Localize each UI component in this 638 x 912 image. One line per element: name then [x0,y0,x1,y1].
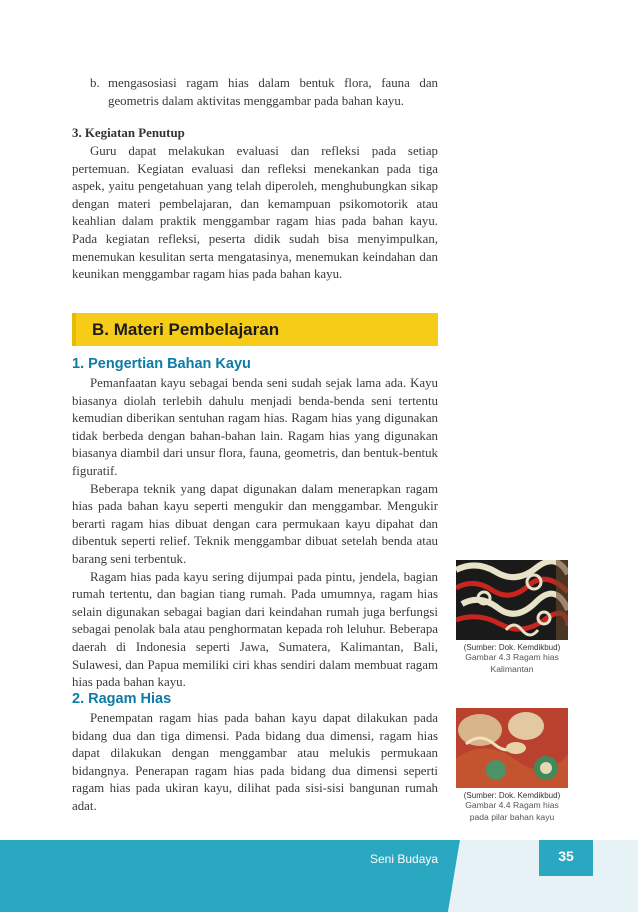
section-ragam-hias [72,691,438,816]
figure-pilar [456,708,568,823]
heading-bahan-kayu: 1. Pengertian Bahan Kayu [72,356,251,372]
page-number-box [539,840,593,876]
list-item-b [90,75,438,110]
page-number: 35 [558,848,574,864]
figure-caption: Gambar 4.3 Ragam hias Kalimantan [465,652,559,674]
section-title: B. Materi Pembelajaran [92,320,280,339]
list-label: b. [90,76,100,90]
figure-source: (Sumber: Dok. Kemdikbud) [463,643,561,652]
paragraph: Ragam hias pada kayu sering dijumpai pada pintu, jendela, bagian rumah tertentu, dan bagian tiang rumah. Pada umumnya, ragam hias selain digunakan sebagai bagian dari keindahan rumah juga berfungsi sebagai penolak bala atau penghormatan kepada roh leluhur. Beberapa daerah di Indonesia seperti Jawa, Sumatera, Kalimantan, Bali, Sulawesi, dan Papua memiliki ciri khas sendiri dalam membuat ragam hias pada bahan kayu. [72,569,438,690]
figure-source: (Sumber: Dok. Kemdikbud) [463,791,561,800]
section-penutup [72,126,438,284]
figure-kalimantan [456,560,568,675]
paragraph: Pemanfaatan kayu sebagai benda seni sudah sejak lama ada. Kayu biasanya diolah terlebih dahulu menjadi benda-benda seni tertentu kemudian diberikan sentuhan ragam hias. Ragam hias yang digunakan tidak berbeda dengan bahan-bahan lain. Ragam hias yang digunakan biasanya diambil dari unsur flora, fauna, geometris, dan bentuk-bentuk figuratif. [72,376,438,478]
section-banner [72,313,438,346]
paragraph-penutup: Guru dapat melakukan evaluasi dan refleksi pada setiap pertemuan. Kegiatan evaluasi dan refleksi menekankan pada tiga aspek, yaitu pengetahuan yang telah diperoleh, menghubungkan sikap dengan materi pembelajaran, dan kemampuan psikomotorik atau keahlian dalam praktik menggambar ragam hias pada bahan kayu. Pada kegiatan refleksi, peserta didik sudah bisa menyimpulkan, menemukan kesulitan serta mengatasinya, menemukan keindahan dan keunikan menggambar ragam hias pada bahan kayu. [72,144,438,282]
section-bahan-kayu [72,356,438,692]
paragraph: Beberapa teknik yang dapat digunakan dalam menerapkan ragam hias pada bahan kayu seperti mengukir dan menggambar. Mengukir berarti ragam hias dibuat dengan cara permukaan kayu dipahat dan dibentuk seperti relief. Teknik menggambar dibuat setelah benda atau barang seni terbentuk. [72,481,438,566]
paragraph: Penempatan ragam hias pada bahan kayu dapat dilakukan pada bidang dua dan tiga dimensi. Pada bidang dua dimensi, ragam hias dapat dilakukan dengan menggambar atau melukis permukaan bidangnya. Penerapan ragam hias pada bidang dua dimensi seperti ragam hias pada ukiran kayu, dilihat pada sisi-sisi bangunan rumah adat. [72,711,438,813]
heading-penutup: 3. Kegiatan Penutup [72,126,185,140]
list-text: mengasosiasi ragam hias dalam bentuk flora, fauna dan geometris dalam aktivitas menggambar pada bahan kayu. [108,76,438,108]
image-pilar-ornament [456,708,568,788]
heading-ragam-hias: 2. Ragam Hias [72,691,172,707]
image-kalimantan-ornament [456,560,568,640]
figure-caption: Gambar 4.4 Ragam hias pada pilar bahan kayu [465,800,559,822]
book-title: Seni Budaya [370,852,439,866]
